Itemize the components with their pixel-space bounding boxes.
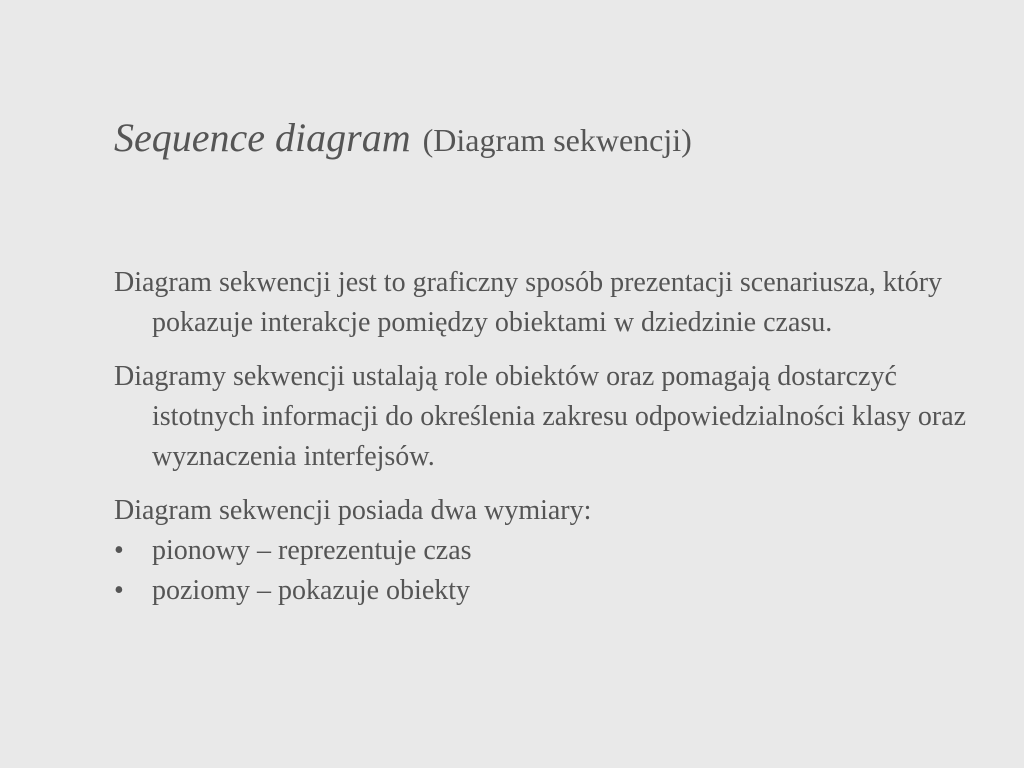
bullet-item: [114, 531, 974, 571]
paragraph-definition: Diagram sekwencji jest to graficzny sposób prezentacji scenariusza, który pokazuje interakcje pomiędzy obiektami w dziedzinie czasu.: [114, 267, 943, 338]
paragraph-roles: Diagramy sekwencji ustalają role obiektów oraz pomagają dostarczyć istotnych informacji do określenia zakresu odpowiedzialności klasy oraz wyznaczenia interfejsów.: [114, 361, 967, 472]
bullet-text: poziomy – pokazuje obiekty: [152, 575, 471, 606]
slide-body: [114, 263, 974, 611]
slide-title: [114, 112, 692, 166]
bullet-icon: [114, 571, 152, 611]
bullet-item: [114, 571, 974, 611]
title-main: Sequence diagram: [114, 115, 411, 160]
bullet-icon: [114, 531, 152, 571]
bullet-text: pionowy – reprezentuje czas: [152, 535, 472, 566]
paragraph-dimensions: Diagram sekwencji posiada dwa wymiary:: [114, 495, 592, 526]
title-subtitle: (Diagram sekwencji): [422, 122, 692, 158]
